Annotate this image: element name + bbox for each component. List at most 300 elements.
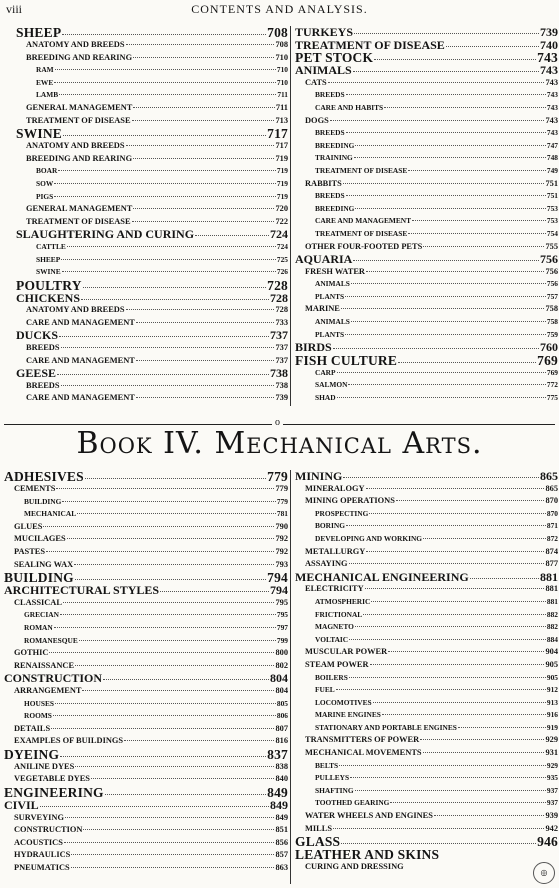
toc-entry-title: ENGINEERING [4, 786, 104, 800]
toc-entry-title: CURING AND DRESSING [305, 862, 404, 872]
toc-entry [16, 77, 288, 90]
toc-entry-title: MECHANICAL [24, 509, 77, 519]
toc-entry-page: 743 [540, 64, 558, 77]
leader-dots [132, 120, 275, 121]
toc-entry [295, 772, 558, 785]
toc-entry-title: CARE AND MANAGEMENT [315, 216, 412, 226]
leader-dots [366, 271, 544, 272]
toc-entry-title: DETAILS [14, 723, 51, 733]
leader-dots [83, 829, 274, 830]
toc-entry [4, 521, 288, 534]
leader-dots [388, 651, 544, 652]
toc-entry-title: GRECIAN [24, 610, 59, 620]
leader-dots [366, 551, 544, 552]
toc-entry [16, 102, 288, 115]
toc-top-right-column [290, 26, 558, 406]
toc-entry-title: RABBITS [305, 178, 342, 188]
leader-dots [339, 765, 546, 766]
leader-dots [60, 614, 276, 615]
toc-entry-page: 937 [546, 785, 558, 795]
toc-entry-title: PROSPECTING [315, 508, 369, 518]
toc-entry-page: 863 [275, 863, 288, 873]
toc-top-left-column [16, 26, 288, 405]
toc-entry [4, 837, 288, 850]
toc-entry-page: 738 [270, 367, 288, 380]
toc-entry-page: 743 [546, 90, 558, 100]
toc-entry [295, 558, 558, 571]
toc-entry-title: CONSTRUCTION [14, 825, 83, 835]
toc-entry-title: SOW [36, 178, 54, 188]
leader-dots [65, 817, 274, 818]
toc-entry-title: ROMANESQUE [24, 635, 78, 645]
toc-entry [16, 39, 288, 52]
toc-entry-page: 748 [546, 153, 558, 163]
toc-entry-page: 708 [267, 26, 288, 39]
leader-dots [67, 246, 276, 247]
toc-entry [4, 647, 288, 660]
toc-entry [16, 52, 288, 65]
toc-entry [295, 621, 558, 634]
toc-entry-title: TURKEYS [295, 26, 354, 39]
toc-entry-title: MINING OPERATIONS [305, 496, 395, 506]
toc-entry-page: 754 [546, 228, 558, 238]
toc-entry-title: ATMOSPHERIC [315, 596, 371, 606]
toc-entry-page: 713 [275, 115, 288, 125]
toc-entry-page: 870 [545, 496, 558, 506]
toc-entry [16, 367, 288, 380]
leader-dots [446, 46, 539, 47]
leader-dots [61, 259, 276, 260]
book-divider [0, 404, 559, 464]
leader-dots [330, 120, 545, 121]
toc-entry-title: RAM [36, 65, 54, 75]
toc-entry-title: CARE AND HABITS [315, 102, 384, 112]
leader-dots [126, 145, 275, 146]
toc-entry-page: 800 [275, 648, 288, 658]
toc-entry-title: SEALING WAX [14, 559, 74, 569]
toc-entry-page: 904 [545, 647, 558, 657]
toc-entry [295, 483, 558, 496]
leader-dots [346, 132, 546, 133]
toc-entry-page: 756 [545, 266, 558, 276]
toc-entry-page: 743 [546, 128, 558, 138]
toc-entry-page: 769 [546, 367, 558, 377]
toc-entry-title: LAMB [36, 90, 59, 100]
toc-entry-title: ELECTRICITY [305, 584, 364, 594]
toc-entry-page: 804 [270, 672, 288, 685]
toc-entry [295, 102, 558, 115]
toc-entry [295, 203, 558, 216]
leader-dots [79, 640, 276, 641]
toc-entry-page: 758 [546, 317, 558, 327]
toc-entry [295, 367, 558, 380]
leader-dots [59, 336, 269, 337]
toc-entry-page: 931 [545, 748, 558, 758]
toc-entry [4, 622, 288, 635]
toc-entry [16, 329, 288, 342]
toc-entry [16, 355, 288, 368]
toc-entry-page: 756 [546, 279, 558, 289]
leader-dots [58, 170, 276, 171]
toc-entry-page: 728 [270, 291, 288, 305]
toc-entry [295, 684, 558, 697]
toc-entry-page: 710 [276, 65, 288, 75]
toc-entry-page: 935 [546, 773, 558, 783]
toc-entry-title: ASSAYING [305, 559, 348, 569]
leader-dots [105, 794, 266, 795]
toc-entry-page: 708 [275, 40, 288, 49]
leader-dots [75, 665, 274, 666]
toc-entry-page: 838 [275, 761, 288, 771]
toc-entry-page: 743 [545, 77, 558, 87]
toc-entry-title: ANATOMY AND BREEDS [26, 141, 125, 151]
toc-entry [16, 165, 288, 178]
toc-entry-page: 881 [545, 584, 558, 594]
toc-entry-title: PET STOCK [295, 51, 374, 65]
toc-entry [16, 216, 288, 229]
leader-dots [374, 59, 536, 60]
leader-dots [71, 867, 275, 868]
leader-dots [75, 766, 274, 767]
toc-entry [295, 672, 558, 685]
toc-entry [4, 470, 288, 483]
toc-entry-page: 929 [546, 760, 558, 770]
leader-dots [49, 652, 274, 653]
leader-dots [373, 702, 546, 703]
toc-entry-title: WATER WHEELS AND ENGINES [305, 811, 433, 821]
toc-entry-page: 937 [546, 798, 558, 808]
toc-entry-page: 769 [537, 353, 558, 367]
toc-entry [4, 735, 288, 748]
running-head [0, 0, 559, 22]
toc-entry-page: 792 [275, 534, 288, 544]
toc-entry [4, 710, 288, 723]
leader-dots [458, 727, 546, 728]
toc-entry-page: 872 [546, 533, 558, 543]
toc-entry-title: ROMAN [24, 622, 53, 632]
toc-entry-page: 884 [546, 634, 558, 644]
toc-entry-title: BUILDING [4, 571, 74, 585]
toc-entry-title: MINING [295, 470, 343, 483]
toc-entry-title: ANIMALS [295, 64, 352, 77]
toc-entry-page: 870 [546, 508, 558, 518]
toc-entry [295, 77, 558, 90]
toc-entry-title: LOCOMOTIVES [315, 697, 372, 707]
book-title: Book IV. Mechanical Arts. [76, 426, 483, 461]
leader-dots [160, 591, 269, 592]
toc-entry-page: 758 [545, 304, 558, 314]
toc-entry-page: 739 [540, 26, 558, 39]
toc-entry-page: 797 [276, 622, 288, 632]
toc-entry-title: ANIMALS [315, 279, 350, 289]
toc-bottom-left-column [4, 470, 288, 875]
toc-entry-title: MECHANICAL ENGINEERING [295, 570, 469, 584]
toc-entry [4, 672, 288, 685]
toc-entry-page: 717 [267, 127, 288, 141]
toc-entry [295, 253, 558, 266]
leader-dots [337, 372, 546, 373]
leader-dots [333, 348, 539, 349]
toc-entry [16, 115, 288, 128]
leader-dots [61, 347, 275, 348]
leader-dots [423, 246, 544, 247]
toc-entry [295, 634, 558, 647]
toc-entry [16, 380, 288, 393]
toc-entry-title: POULTRY [16, 278, 82, 292]
leader-dots [349, 563, 545, 564]
toc-entry-page: 939 [545, 811, 558, 821]
toc-entry [295, 734, 558, 747]
leader-dots [54, 82, 276, 83]
leader-dots [62, 271, 276, 272]
toc-entry-title: METALLURGY [305, 546, 366, 556]
leader-dots [384, 107, 546, 108]
toc-entry-page: 912 [546, 685, 558, 695]
toc-entry [16, 203, 288, 216]
toc-entry [295, 646, 558, 659]
leader-dots [351, 321, 546, 322]
toc-entry-title: CARE AND MANAGEMENT [26, 393, 135, 403]
toc-entry-title: EXAMPLES OF BUILDINGS [14, 736, 124, 746]
toc-entry-title: BIRDS [295, 341, 332, 354]
toc-entry-title: MUSCULAR POWER [305, 647, 388, 657]
toc-entry-title: MUCILAGES [14, 534, 66, 544]
leader-dots [345, 334, 546, 335]
toc-entry [295, 278, 558, 291]
toc-entry-title: TREATMENT OF DISEASE [26, 216, 131, 226]
toc-entry [295, 152, 558, 165]
toc-entry [4, 812, 288, 825]
leader-dots [103, 679, 269, 680]
leader-dots [132, 221, 275, 222]
toc-entry-title: TREATMENT OF DISEASE [26, 115, 131, 125]
toc-entry [295, 215, 558, 228]
leader-dots [133, 208, 274, 209]
toc-entry [16, 153, 288, 166]
leader-dots [365, 588, 545, 589]
toc-entry-title: GOTHIC [14, 648, 49, 658]
toc-entry-page: 719 [276, 178, 288, 188]
toc-entry [295, 596, 558, 609]
toc-entry-page: 916 [546, 710, 558, 720]
toc-entry-page: 877 [545, 559, 558, 569]
toc-entry [4, 799, 288, 812]
toc-entry-page: 905 [545, 659, 558, 669]
toc-entry-title: TREATMENT OF DISEASE [315, 228, 408, 238]
toc-entry-title: BREEDS [26, 380, 60, 390]
leader-dots [54, 196, 276, 197]
toc-entry-title: SHEEP [36, 254, 61, 264]
toc-entry-title: GLASS [295, 835, 341, 849]
toc-entry [16, 191, 288, 204]
toc-entry-title: DOGS [305, 115, 329, 125]
toc-entry-page: 790 [275, 521, 288, 531]
toc-entry-page: 738 [275, 380, 288, 390]
toc-entry-page: 795 [276, 610, 288, 620]
toc-entry [295, 697, 558, 710]
toc-entry-page: 751 [546, 191, 558, 201]
toc-entry [4, 597, 288, 610]
toc-entry [4, 483, 288, 496]
toc-entry-page: 874 [545, 546, 558, 556]
toc-entry [295, 583, 558, 596]
toc-entry [295, 722, 558, 735]
toc-entry [295, 659, 558, 672]
toc-entry-page: 779 [267, 470, 288, 483]
toc-entry [295, 228, 558, 241]
toc-entry-title: BREEDING [315, 140, 355, 150]
leader-dots [51, 728, 274, 729]
toc-entry-page: 719 [276, 191, 288, 201]
toc-entry [16, 26, 288, 39]
toc-entry [16, 342, 288, 355]
toc-entry-page: 710 [276, 77, 288, 87]
toc-entry-title: HOUSES [24, 698, 54, 708]
leader-dots [63, 602, 274, 603]
toc-entry [4, 546, 288, 559]
leader-dots [62, 34, 266, 35]
toc-entry [295, 266, 558, 279]
leader-dots [345, 296, 546, 297]
leader-dots [71, 854, 274, 855]
toc-entry-title: EWE [36, 77, 54, 87]
toc-entry-page: 856 [275, 837, 288, 847]
toc-entry-page: 743 [537, 51, 558, 65]
toc-entry-page: 753 [546, 203, 558, 213]
toc-entry-page: 719 [276, 166, 288, 176]
toc-entry-page: 857 [275, 850, 288, 860]
toc-entry-page: 728 [267, 278, 288, 292]
toc-entry-title: ANATOMY AND BREEDS [26, 40, 125, 49]
toc-entry-title: CARE AND MANAGEMENT [26, 355, 135, 365]
toc-entry-title: BREEDING AND REARING [26, 52, 133, 62]
toc-entry-title: GLUES [14, 521, 43, 531]
toc-entry [295, 165, 558, 178]
toc-entry-title: OTHER FOUR-FOOTED PETS [305, 241, 423, 251]
leader-dots [341, 843, 536, 844]
leader-dots [350, 777, 546, 778]
toc-entry-title: BREEDS [315, 191, 345, 201]
toc-entry-title: PNEUMATICS [14, 863, 70, 873]
toc-bottom-section [0, 470, 559, 884]
page-title: CONTENTS AND ANALYSIS. [191, 2, 368, 16]
toc-entry-title: CONSTRUCTION [4, 672, 103, 685]
toc-entry [4, 723, 288, 736]
leader-dots [56, 488, 274, 489]
toc-entry-page: 849 [270, 799, 288, 812]
leader-dots [398, 362, 536, 363]
toc-entry-title: PLANTS [315, 291, 345, 301]
leader-dots [54, 183, 276, 184]
leader-dots [346, 525, 546, 526]
leader-dots [81, 299, 269, 300]
toc-entry-page: 871 [546, 521, 558, 531]
toc-entry-title: FRESH WATER [305, 266, 365, 276]
toc-bottom-right-column [290, 470, 558, 884]
toc-entry-page: 882 [546, 609, 558, 619]
toc-entry-page: 747 [546, 140, 558, 150]
toc-entry-page: 728 [275, 305, 288, 315]
toc-entry-page: 717 [275, 141, 288, 151]
toc-entry-title: VEGETABLE DYES [14, 774, 90, 784]
toc-entry-page: 804 [275, 685, 288, 695]
leader-dots [43, 526, 274, 527]
toc-entry-page: 733 [275, 317, 288, 327]
leader-dots [195, 235, 269, 236]
toc-entry [295, 508, 558, 521]
toc-entry-page: 805 [276, 698, 288, 708]
leader-dots [133, 158, 274, 159]
leader-dots [363, 614, 546, 615]
toc-entry [295, 354, 558, 367]
toc-entry-page: 719 [275, 153, 288, 163]
toc-entry-title: DYEING [4, 747, 60, 761]
toc-entry [295, 140, 558, 153]
toc-entry-title: ARCHITECTURAL STYLES [4, 584, 160, 597]
leader-dots [61, 385, 275, 386]
toc-entry [4, 496, 288, 509]
toc-entry-page: 722 [275, 216, 288, 226]
toc-entry-title: MARINE ENGINES [315, 710, 381, 720]
toc-entry [4, 584, 288, 597]
toc-entry-page: 751 [545, 178, 558, 188]
toc-entry-page: 760 [540, 341, 558, 354]
toc-entry [16, 178, 288, 191]
toc-entry-page: 781 [276, 509, 288, 519]
toc-entry-title: PIGS [36, 191, 54, 201]
leader-dots [353, 71, 539, 72]
leader-dots [423, 752, 545, 753]
toc-entry-page: 743 [545, 115, 558, 125]
toc-entry [295, 379, 558, 392]
leader-dots [336, 689, 546, 690]
toc-entry-page: 905 [546, 672, 558, 682]
toc-entry-title: CARP [315, 367, 336, 377]
toc-entry-title: CEMENTS [14, 484, 56, 493]
toc-entry-page: 946 [537, 835, 558, 849]
toc-entry-title: CARE AND MANAGEMENT [26, 317, 135, 327]
toc-entry-page: 849 [267, 786, 288, 800]
toc-entry-title: PASTES [14, 546, 46, 556]
toc-entry [295, 810, 558, 823]
toc-entry [4, 660, 288, 673]
toc-entry-page: 865 [545, 483, 558, 493]
toc-top-section [0, 26, 559, 406]
toc-entry [16, 317, 288, 330]
leader-dots [328, 82, 545, 83]
page-number: viii [6, 2, 23, 16]
toc-entry-page: 929 [545, 735, 558, 745]
leader-dots [57, 374, 269, 375]
leader-dots [355, 145, 545, 146]
toc-entry-page: 851 [275, 825, 288, 835]
toc-entry [295, 51, 558, 64]
leader-dots [126, 44, 275, 45]
toc-entry [295, 520, 558, 533]
leader-dots [83, 287, 266, 288]
toc-entry-title: SHEEP [16, 26, 62, 39]
toc-entry [295, 785, 558, 798]
toc-entry-title: LEATHER AND SKINS [295, 848, 440, 862]
toc-entry [16, 254, 288, 267]
toc-entry [295, 291, 558, 304]
leader-dots [470, 578, 539, 579]
toc-entry-page: 753 [546, 216, 558, 226]
leader-dots [354, 157, 546, 158]
toc-entry [295, 747, 558, 760]
leader-dots [46, 551, 274, 552]
toc-entry [295, 823, 558, 836]
